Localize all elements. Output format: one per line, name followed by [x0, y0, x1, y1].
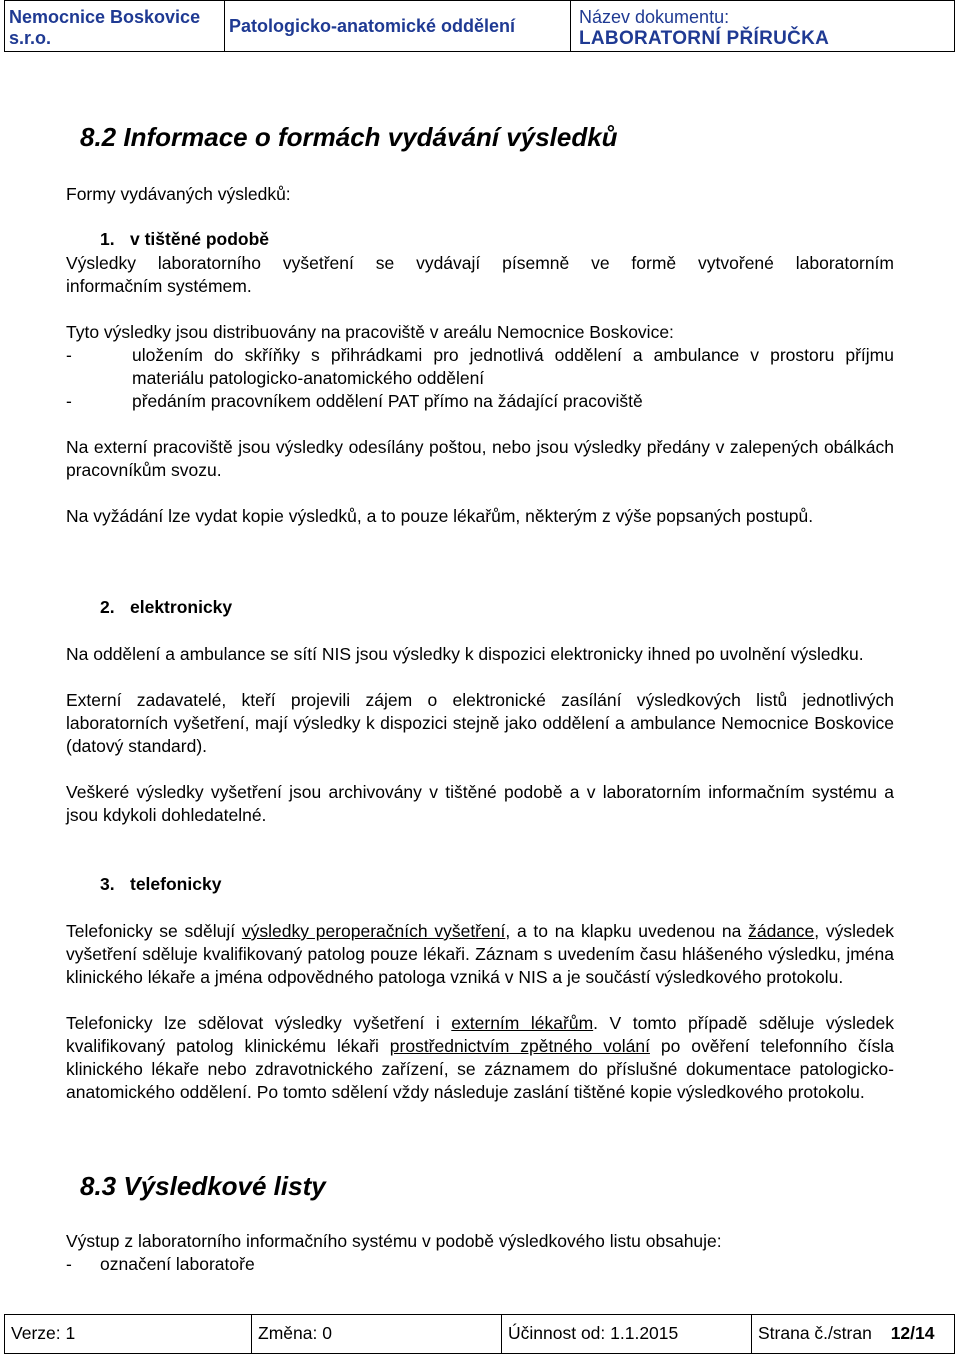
item2-title: elektronicky [130, 597, 233, 617]
item2-para2: Externí zadavatelé, kteří projevili zájem o elektronické zasílání výsledkových listů jednotlivých laboratorních vyšetření, mají výsledky k dispozici stejně jako oddělení a ambulance Nemocnice Boskovice (datový standard). [66, 690, 894, 756]
item3-p2-text-b: . V tomto případě sděluje výsledek kvalifikovaný patolog klinickému lékaři [66, 1013, 894, 1056]
bullet-dash: - [66, 345, 72, 365]
item3-para2 [66, 1012, 894, 1104]
section-8-3-title: 8.3 Výsledkové listy [80, 1171, 326, 1201]
item3-number: 3. [100, 874, 115, 894]
item3-p2-underline-2: prostřednictvím zpětného volání [389, 1036, 650, 1056]
section-8-3-intro: Výstup z laboratorního informačního systému v podobě výsledkového listu obsahuje: [66, 1231, 722, 1251]
item2-para1: Na oddělení a ambulance se sítí NIS jsou výsledky k dispozici elektronicky ihned po uvolnění výsledku. [66, 644, 864, 664]
item1-para1-line1: Výsledky laboratorního vyšetření se vydávají písemně ve formě vytvořené laboratorním [66, 253, 894, 273]
item1-para4: Na vyžádání lze vydat kopie výsledků, a to pouze lékařům, některým z výše popsaných postupů. [66, 506, 814, 526]
item3-p1-underline-1: výsledky peroperačních vyšetření [241, 921, 506, 941]
item1-bullet-1 [66, 344, 894, 390]
item3-heading [100, 874, 221, 895]
bullet-dash: - [66, 391, 72, 411]
footer-version: Verze: 1 [5, 1315, 252, 1353]
bullet-text: uložením do skříňky s přihrádkami pro jednotlivá oddělení a ambulance v prostoru příjmu materiálu patologicko-anatomického oddělení [132, 345, 894, 388]
item3-para1 [66, 920, 894, 989]
footer-page-label: Strana č./stran [758, 1323, 872, 1343]
item3-p2-underline-1: externím lékařům [451, 1013, 594, 1033]
item1-title: v tištěné podobě [130, 229, 270, 249]
header-org-suffix: s.r.o. [9, 28, 52, 48]
item1-heading [100, 229, 269, 250]
section-8-2-title: 8.2 Informace o formách vydávání výsledků [80, 122, 618, 152]
item2-para3: Veškeré výsledky vyšetření jsou archivovány v tištěné podobě a v laboratorním informačním systému a jsou kdykoli dohledatelné. [66, 782, 894, 825]
bullet-dash: - [66, 1254, 72, 1274]
bullet-text: označení laboratoře [100, 1254, 255, 1274]
header-docname-cell [571, 1, 954, 51]
footer-effective-date: Účinnost od: 1.1.2015 [502, 1315, 752, 1353]
item3-p2-text-c: po ověření telefonního čísla klinického lékaře nebo zdravotnického zařízení, se záznamem do příslušné dokumentace patologicko-anatomického oddělení. Po tomto sdělení vždy následuje zaslání tištěné kopie výsledkového protokolu. [66, 1036, 895, 1102]
header-doc-name: LABORATORNÍ PŘÍRUČKA [579, 28, 830, 49]
item1-para1-line2: informačním systémem. [66, 276, 252, 296]
item2-number: 2. [100, 597, 115, 617]
item3-p1-text-a: Telefonicky se sdělují [66, 921, 242, 941]
item1-para2: Tyto výsledky jsou distribuovány na pracoviště v areálu Nemocnice Boskovice: [66, 322, 674, 342]
item3-p1-text-c: , výsledek vyšetření sděluje kvalifikovaný patolog pouze lékaři. Záznam s uvedením času hlášeného výsledku, jména klinického lékaře a jména odpovědného patologa vzniká v NIS a je součástí výsledkového protokolu. [66, 921, 894, 987]
section-8-2-intro: Formy vydávaných výsledků: [66, 184, 291, 204]
section-8-3-bullet-1 [66, 1253, 894, 1276]
item3-title: telefonicky [130, 874, 222, 894]
item3-p2-text-a: Telefonicky lze sdělovat výsledky vyšetření i [66, 1013, 452, 1033]
item3-p1-text-b: , a to na klapku uvedenou na [505, 921, 749, 941]
header-org-name: Nemocnice Boskovice [9, 7, 201, 27]
header-org-cell [5, 1, 225, 51]
item1-number: 1. [100, 229, 115, 249]
item1-para3: Na externí pracoviště jsou výsledky odesílány poštou, nebo jsou výsledky předány v zalepených obálkách pracovníkům svozu. [66, 437, 894, 480]
footer-page [752, 1315, 954, 1353]
header-department-cell [225, 1, 571, 51]
item1-bullet-2 [66, 390, 894, 413]
header-department: Patologicko-anatomické oddělení [229, 15, 516, 36]
footer-change: Změna: 0 [252, 1315, 502, 1353]
footer-page-value: 12/14 [890, 1323, 935, 1343]
document-header [4, 0, 955, 52]
item2-heading [100, 597, 232, 618]
header-doc-label: Název dokumentu: [579, 7, 730, 27]
item3-p1-underline-2: žádance [748, 921, 815, 941]
bullet-text: předáním pracovníkem oddělení PAT přímo na žádající pracoviště [132, 391, 643, 411]
document-footer [4, 1314, 955, 1354]
